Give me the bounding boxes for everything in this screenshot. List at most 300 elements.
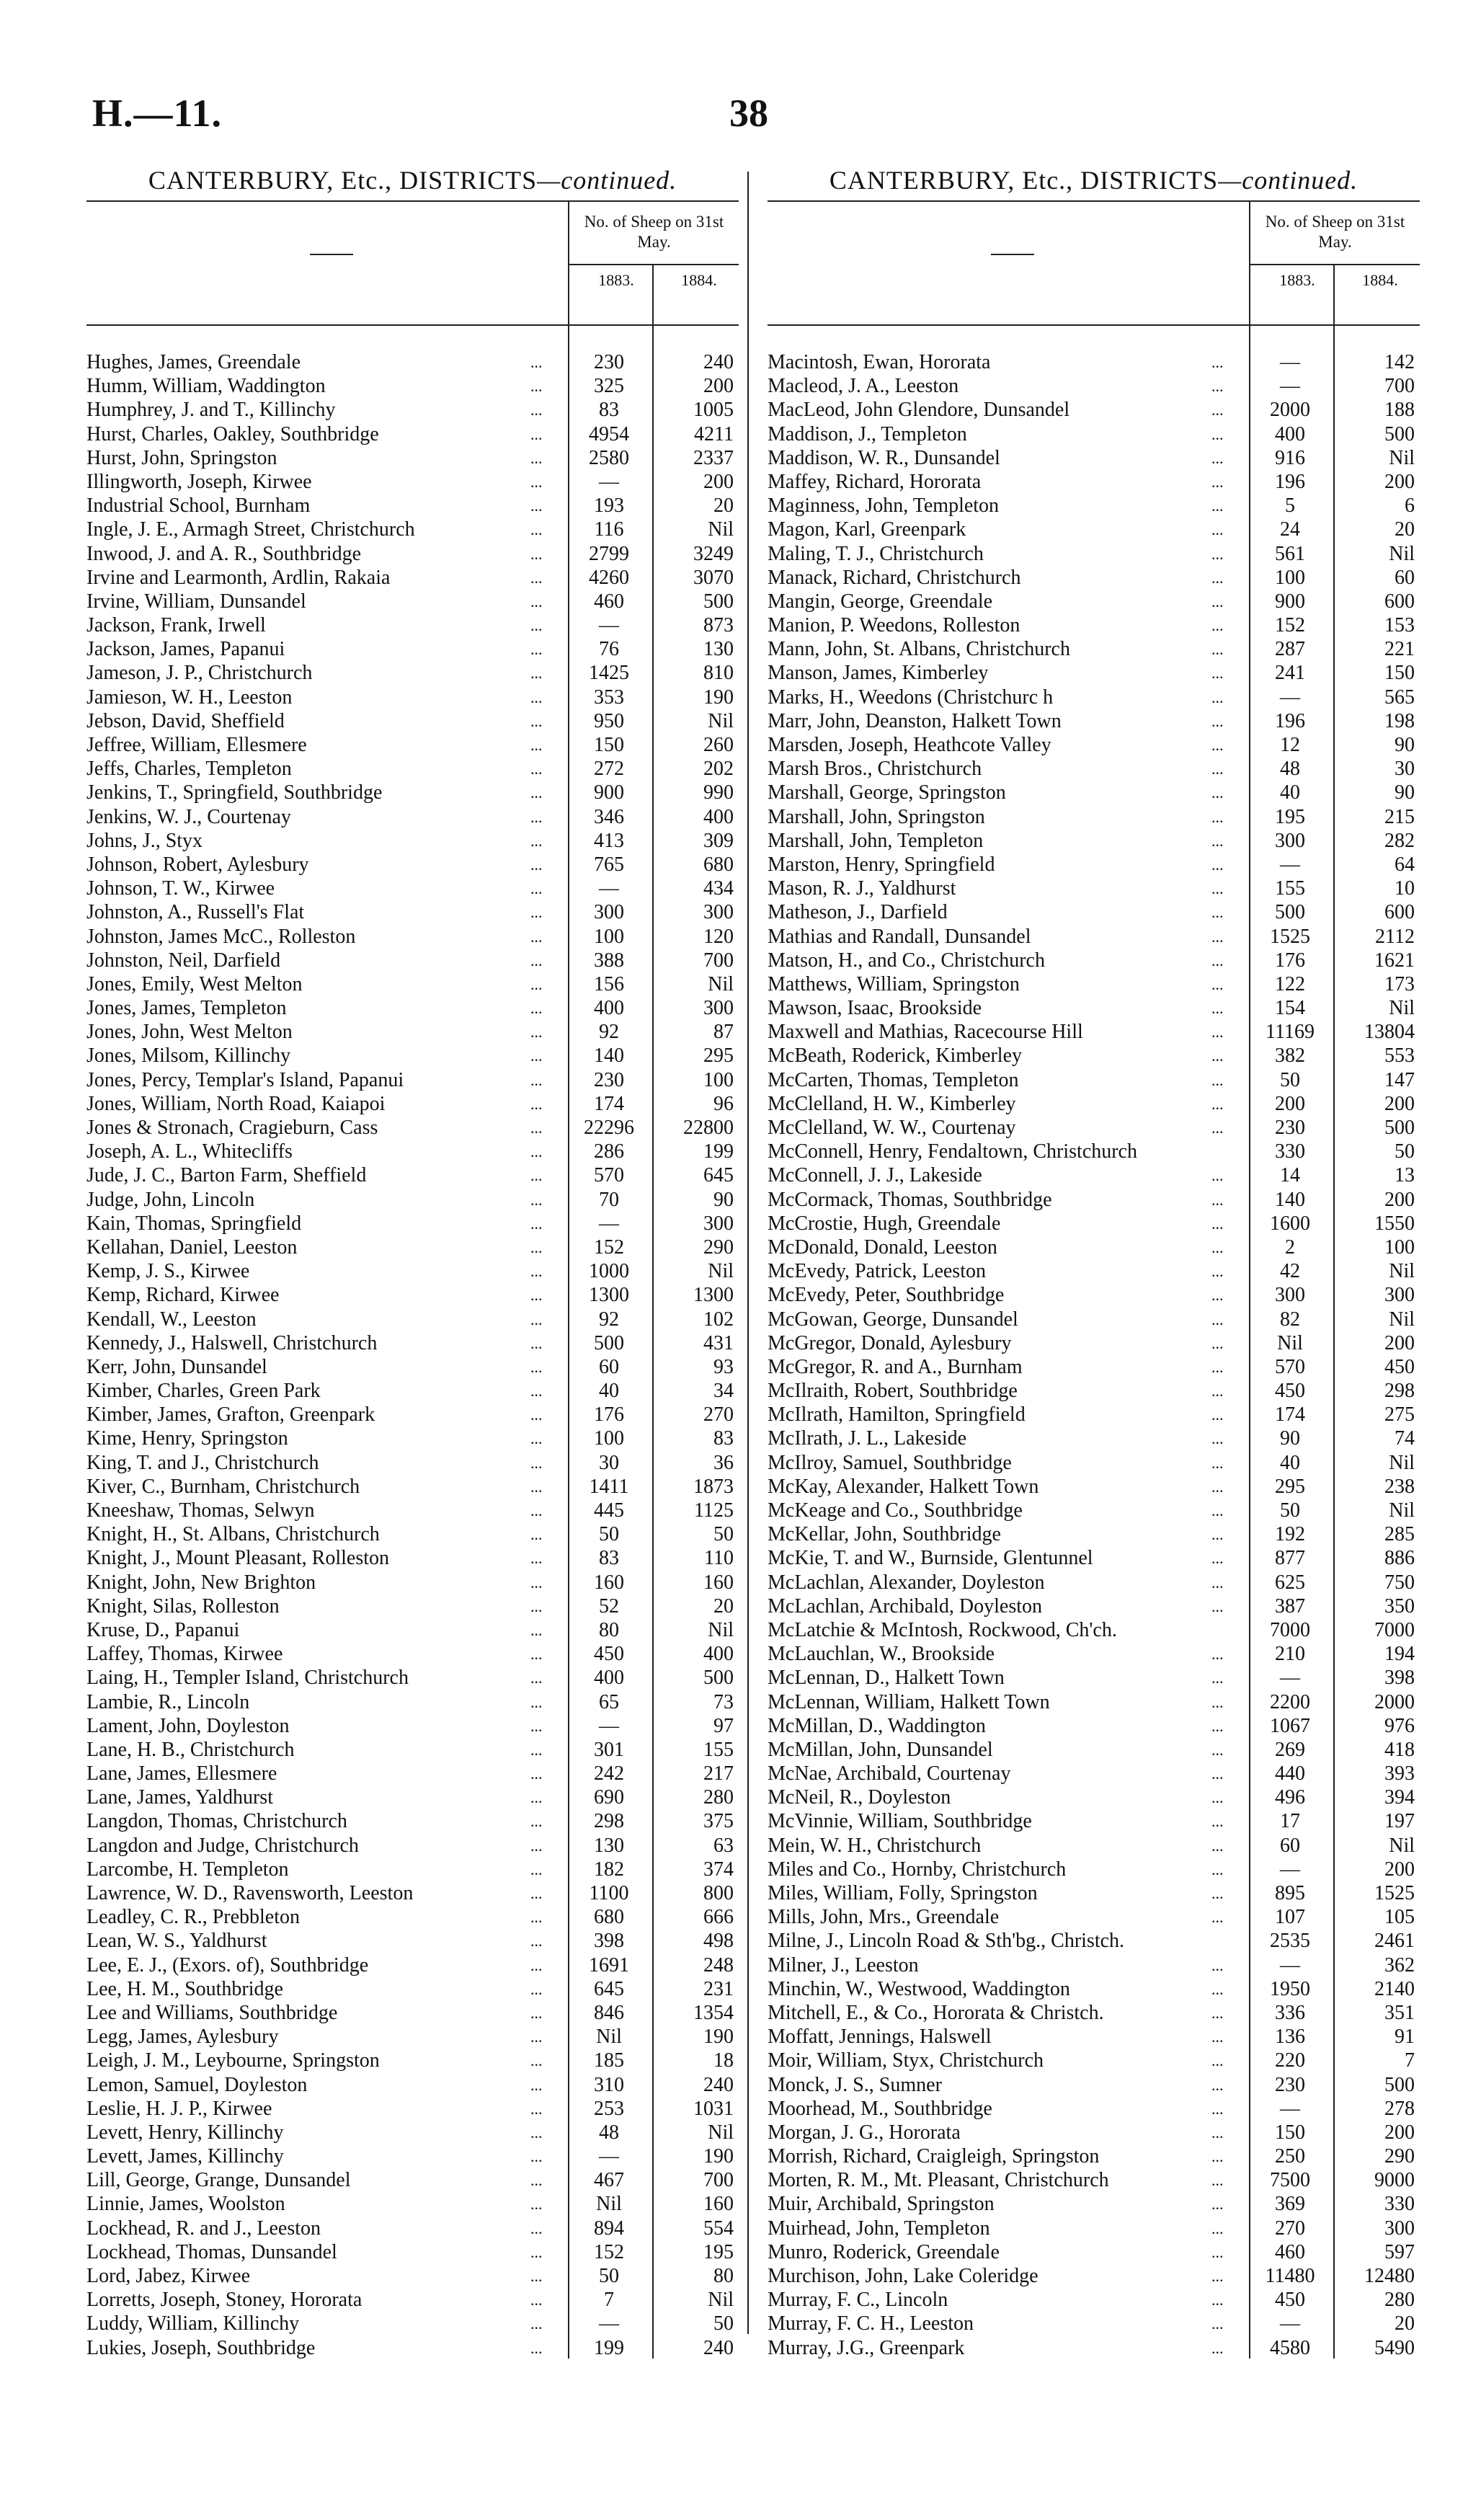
- sheep-1883: 230: [1275, 2073, 1305, 2096]
- sheep-1884: 240: [703, 2073, 734, 2096]
- sheep-1883: 100: [594, 925, 624, 948]
- sheep-1884: 96: [713, 1092, 734, 1115]
- owner-name: Jones, Milsom, Killinchy: [86, 1044, 291, 1068]
- sheep-1883: 440: [1275, 1762, 1305, 1785]
- owner-name: Mitchell, E., & Co., Hororata & Christch.: [768, 2001, 1104, 2024]
- table-row: [768, 1571, 1420, 1594]
- sheep-1883: 460: [594, 590, 624, 613]
- owner-name: Hurst, John, Springston: [86, 446, 277, 469]
- owner-name: McKellar, John, Southbridge: [768, 1523, 1001, 1546]
- sheep-1884: 680: [703, 853, 734, 876]
- sheep-1884: 565: [1384, 686, 1415, 709]
- leader-dots: ...: [1211, 1740, 1224, 1759]
- owner-name: Inwood, J. and A. R., Southbridge: [86, 542, 362, 565]
- owner-name: Morgan, J. G., Hororata: [768, 2121, 961, 2144]
- sheep-1883: 1691: [589, 1953, 629, 1976]
- sheep-1884: 1005: [693, 399, 734, 422]
- sheep-1884: 400: [703, 805, 734, 828]
- sheep-1884: 190: [703, 2145, 734, 2168]
- sheep-1883: 450: [1275, 2289, 1305, 2312]
- sheep-1884: 2112: [1375, 925, 1415, 948]
- owner-name: Morten, R. M., Mt. Pleasant, Christchurch: [768, 2169, 1109, 2192]
- owner-name: Jackson, James, Papanui: [86, 638, 285, 661]
- owner-name: Mawson, Isaac, Brookside: [768, 997, 982, 1020]
- leader-dots: ...: [1211, 879, 1224, 898]
- sheep-1884: 93: [713, 1355, 734, 1378]
- owner-name: McGowan, George, Dunsandel: [768, 1308, 1018, 1331]
- leader-dots: ...: [1211, 1310, 1224, 1328]
- sheep-1884: 34: [713, 1380, 734, 1403]
- table-row: [768, 1690, 1420, 1714]
- sheep-1883: 1411: [589, 1475, 629, 1498]
- sheep-1883: —: [1280, 351, 1300, 373]
- sheep-1883: 40: [1280, 1451, 1300, 1474]
- sheep-1883: 1600: [1270, 1212, 1310, 1235]
- sheep-1884: 260: [703, 734, 734, 756]
- sheep-1884: 418: [1384, 1738, 1415, 1761]
- owner-name: Murchison, John, Lake Coleridge: [768, 2265, 1039, 2287]
- sheep-1884: 130: [703, 638, 734, 661]
- table-row: [86, 1642, 739, 1666]
- leader-dots: ...: [530, 1262, 543, 1281]
- sheep-1883: 690: [594, 1786, 624, 1809]
- owner-name: Marsden, Joseph, Heathcote Valley: [768, 734, 1051, 756]
- sheep-1884: 90: [1395, 734, 1415, 756]
- sheep-1884: 400: [703, 1643, 734, 1666]
- leader-dots: ...: [1211, 1429, 1224, 1448]
- sheep-1883: —: [599, 614, 619, 637]
- sheep-1884: Nil: [708, 972, 734, 995]
- table-row: [86, 1738, 739, 1762]
- leader-dots: ...: [530, 1908, 543, 1927]
- leader-dots: ...: [1211, 1908, 1224, 1927]
- sheep-1884: Nil: [1389, 446, 1415, 469]
- sheep-1883: 1300: [589, 1284, 629, 1307]
- table-row: [768, 781, 1420, 804]
- owner-name: Lean, W. S., Yaldhurst: [86, 1930, 267, 1953]
- sheep-1884: 600: [1384, 590, 1415, 613]
- owner-name: Maffey, Richard, Hororata: [768, 470, 982, 493]
- sheep-1883: 4580: [1270, 2336, 1310, 2359]
- leader-dots: ...: [1211, 2338, 1224, 2357]
- owner-name: McBeath, Roderick, Kimberley: [768, 1044, 1023, 1068]
- table-row: [86, 1714, 739, 1738]
- table-row: [768, 1475, 1420, 1499]
- sheep-1883: 4260: [589, 566, 629, 589]
- sheep-1884: 12480: [1364, 2265, 1415, 2287]
- sheep-1883: 2535: [1270, 1930, 1310, 1953]
- sheep-1883: 1525: [1270, 925, 1310, 948]
- table-row: [86, 805, 739, 829]
- owner-name: Illingworth, Joseph, Kirwee: [86, 470, 312, 493]
- owner-name: Laing, H., Templer Island, Christchurch: [86, 1667, 409, 1690]
- sheep-count-header: No. of Sheep on 31st May.: [569, 202, 739, 265]
- owner-name: Murray, F. C. H., Leeston: [768, 2312, 974, 2335]
- table-row: [768, 637, 1420, 661]
- table-row: [768, 494, 1420, 518]
- owner-name: Knight, Silas, Rolleston: [86, 1594, 280, 1618]
- sheep-1884: 278: [1384, 2097, 1415, 2120]
- leader-dots: ...: [530, 1429, 543, 1448]
- owner-name: Manion, P. Weedons, Rolleston: [768, 614, 1020, 637]
- sheep-1883: 5: [1285, 494, 1295, 518]
- sheep-1883: 2200: [1270, 1690, 1310, 1713]
- owner-name: King, T. and J., Christchurch: [86, 1451, 319, 1474]
- table-row: [768, 2312, 1420, 2335]
- leader-dots: ...: [530, 1501, 543, 1519]
- sheep-1883: 42: [1280, 1260, 1300, 1283]
- sheep-1883: 950: [594, 709, 624, 732]
- owner-name: Levett, James, Killinchy: [86, 2145, 284, 2168]
- table-row: [86, 1092, 739, 1116]
- leader-dots: ...: [530, 377, 543, 396]
- sheep-1883: 196: [1275, 470, 1305, 493]
- owner-name: McIlraith, Robert, Southbridge: [768, 1380, 1018, 1403]
- owner-name: McMillan, John, Dunsandel: [768, 1738, 993, 1761]
- sheep-1884: 290: [703, 1235, 734, 1259]
- sheep-1883: 90: [1280, 1427, 1300, 1450]
- sheep-1883: 1067: [1270, 1714, 1310, 1737]
- owner-name: Lambie, R., Lincoln: [86, 1690, 250, 1713]
- table-row: [86, 2192, 739, 2216]
- sheep-count-header: No. of Sheep on 31st May.: [1250, 202, 1420, 265]
- sheep-1883: 900: [1275, 590, 1305, 613]
- sheep-1884: 190: [703, 686, 734, 709]
- sheep-1884: 20: [713, 494, 734, 518]
- sheep-1884: 7: [1405, 2049, 1415, 2072]
- leader-dots: ...: [530, 592, 543, 611]
- sheep-1883: 230: [594, 1068, 624, 1091]
- section-title: [768, 160, 1420, 200]
- leader-dots: ...: [530, 520, 543, 539]
- sheep-1884: 500: [703, 1667, 734, 1690]
- sheep-1883: 570: [594, 1164, 624, 1187]
- owner-name: Murray, J.G., Greenpark: [768, 2336, 965, 2359]
- table-row: [86, 1116, 739, 1140]
- sheep-1883: 445: [594, 1499, 624, 1522]
- owner-name: McIlrath, J. L., Lakeside: [768, 1427, 967, 1450]
- owner-name: McConnell, Henry, Fendaltown, Christchurch: [768, 1140, 1137, 1163]
- leader-dots: ...: [530, 568, 543, 587]
- leader-dots: ...: [530, 760, 543, 778]
- owner-name: Jones & Stronach, Cragieburn, Cass: [86, 1117, 378, 1139]
- table-row: [768, 1738, 1420, 1762]
- table-row: [768, 398, 1420, 422]
- leader-dots: ...: [530, 1143, 543, 1161]
- table-row: [768, 1881, 1420, 1905]
- sheep-1884: 1550: [1374, 1212, 1415, 1235]
- sheep-1884: 300: [1384, 1284, 1415, 1307]
- leader-dots: ...: [530, 1334, 543, 1352]
- sheep-1883: 4954: [589, 422, 629, 445]
- table-row: [768, 1092, 1420, 1116]
- sheep-1884: 350: [1384, 1594, 1415, 1618]
- leader-dots: ...: [530, 1597, 543, 1615]
- table-row: [768, 996, 1420, 1020]
- leader-dots: ...: [1211, 2242, 1224, 2261]
- leader-dots: ...: [530, 1812, 543, 1831]
- table-row: [768, 1834, 1420, 1858]
- leader-dots: ...: [530, 1238, 543, 1256]
- table-row: [768, 446, 1420, 470]
- sheep-1883: 330: [1275, 1140, 1305, 1163]
- sheep-1883: —: [1280, 375, 1300, 398]
- leader-dots: ...: [1211, 592, 1224, 611]
- leader-dots: ...: [530, 353, 543, 371]
- sheep-1883: —: [1280, 686, 1300, 709]
- sheep-1883: 295: [1275, 1475, 1305, 1498]
- owner-name: Matthews, William, Springston: [768, 972, 1020, 995]
- owner-name: Hurst, Charles, Oakley, Southbridge: [86, 422, 379, 445]
- table-row: [768, 1427, 1420, 1450]
- sheep-1883: 22296: [584, 1117, 634, 1139]
- sheep-1883: 894: [594, 2217, 624, 2240]
- sheep-1884: 50: [713, 1523, 734, 1546]
- sheep-1883: 195: [1275, 805, 1305, 828]
- leader-dots: ...: [1211, 1382, 1224, 1401]
- table-row: [768, 805, 1420, 829]
- sheep-1884: 217: [703, 1762, 734, 1785]
- leader-dots: ...: [530, 2075, 543, 2094]
- sheep-1883: 152: [1275, 614, 1305, 637]
- owner-name: Minchin, W., Westwood, Waddington: [768, 1977, 1070, 2000]
- sheep-1883: 83: [599, 1547, 619, 1570]
- sheep-1884: 300: [1384, 2217, 1415, 2240]
- right-table: [768, 160, 1420, 2359]
- table-row: [768, 1953, 1420, 1977]
- sheep-1884: 394: [1384, 1786, 1415, 1809]
- sheep-1883: 500: [594, 1331, 624, 1354]
- leader-dots: ...: [530, 1047, 543, 1065]
- sheep-1884: 500: [1384, 1117, 1415, 1139]
- leader-dots: ...: [530, 401, 543, 420]
- leader-dots: ...: [1211, 1477, 1224, 1496]
- leader-dots: ...: [530, 1119, 543, 1137]
- sheep-1884: Nil: [1389, 1308, 1415, 1331]
- sheep-1883: 83: [599, 399, 619, 422]
- owner-name: McClelland, W. W., Courtenay: [768, 1117, 1016, 1139]
- table-row: [86, 1953, 739, 1977]
- sheep-1883: 2799: [589, 542, 629, 565]
- sheep-1884: 351: [1384, 2001, 1415, 2024]
- sheep-1884: 200: [1384, 1858, 1415, 1881]
- table-row: [86, 900, 739, 924]
- owner-name: Jones, Percy, Templar's Island, Papanui: [86, 1068, 404, 1091]
- table-row: [86, 1379, 739, 1403]
- sheep-1883: —: [1280, 2097, 1300, 2120]
- sheep-1884: 6: [1405, 494, 1415, 518]
- leader-dots: ...: [530, 2219, 543, 2237]
- leader-dots: ...: [530, 640, 543, 659]
- owner-name: McLatchie & McIntosh, Rockwood, Ch'ch.: [768, 1618, 1117, 1641]
- leader-dots: ...: [530, 1023, 543, 1042]
- table-row: [86, 2312, 739, 2335]
- table-row: [768, 1762, 1420, 1785]
- leader-dots: ...: [530, 1070, 543, 1089]
- owner-name: McEvedy, Peter, Southbridge: [768, 1284, 1005, 1307]
- sheep-1884: 9000: [1374, 2169, 1415, 2192]
- sheep-1883: 916: [1275, 446, 1305, 469]
- leader-dots: ...: [1211, 664, 1224, 683]
- sheep-1884: 240: [703, 2336, 734, 2359]
- sheep-1883: 136: [1275, 2026, 1305, 2049]
- document-code: H.—11.: [92, 92, 223, 135]
- leader-dots: ...: [1211, 377, 1224, 396]
- leader-dots: ...: [1211, 520, 1224, 539]
- table-row: [86, 1546, 739, 1570]
- sheep-1883: 185: [594, 2049, 624, 2072]
- sheep-1883: 387: [1275, 1594, 1305, 1618]
- sheep-1884: 800: [703, 1882, 734, 1904]
- sheep-1883: 116: [594, 518, 624, 541]
- sheep-1884: 13804: [1364, 1021, 1415, 1044]
- table-row: [768, 1140, 1420, 1163]
- table-row: [86, 1403, 739, 1427]
- owner-name: Knight, J., Mount Pleasant, Rolleston: [86, 1547, 389, 1570]
- table-row: [768, 422, 1420, 446]
- leader-dots: ...: [530, 736, 543, 754]
- table-row: [86, 1308, 739, 1331]
- sheep-1884: 195: [703, 2240, 734, 2263]
- owner-name: Jude, J. C., Barton Farm, Sheffield: [86, 1164, 367, 1187]
- sheep-1883: 496: [1275, 1786, 1305, 1809]
- sheep-1883: 152: [594, 2240, 624, 2263]
- sheep-1884: 500: [1384, 2073, 1415, 2096]
- owner-name: Johnson, Robert, Aylesbury: [86, 853, 309, 876]
- sheep-1883: 310: [594, 2073, 624, 2096]
- sheep-1884: 1873: [693, 1475, 734, 1498]
- table-row: [86, 2073, 739, 2097]
- sheep-1884: 4211: [694, 422, 734, 445]
- leader-dots: ...: [1211, 1334, 1224, 1352]
- table-row: [768, 2073, 1420, 2097]
- leader-dots: ...: [1211, 2003, 1224, 2022]
- table-row: [768, 566, 1420, 590]
- owner-name: MacLeod, John Glendore, Dunsandel: [768, 399, 1070, 422]
- sheep-1884: 100: [1384, 1235, 1415, 1259]
- leader-dots: ...: [1211, 711, 1224, 730]
- leader-dots: ...: [530, 1860, 543, 1878]
- sheep-1884: 498: [703, 1930, 734, 1953]
- sheep-1883: 7500: [1270, 2169, 1310, 2192]
- owner-name: Jackson, Frank, Irwell: [86, 614, 266, 637]
- sheep-1884: 810: [703, 662, 734, 685]
- leader-dots: ...: [1211, 448, 1224, 467]
- leader-dots: ...: [530, 1477, 543, 1496]
- leader-dots: ...: [1211, 951, 1224, 970]
- owner-name: Marshall, George, Springston: [768, 781, 1006, 804]
- owner-name: Linnie, James, Woolston: [86, 2193, 285, 2216]
- leader-dots: ...: [530, 2242, 543, 2261]
- sheep-1883: 400: [594, 997, 624, 1020]
- table-row: [86, 1068, 739, 1092]
- table-row: [768, 1546, 1420, 1570]
- owner-name: Milner, J., Leeston: [768, 1953, 919, 1976]
- table-row: [86, 1140, 739, 1163]
- sheep-1884: 97: [713, 1714, 734, 1737]
- sheep-1883: 230: [594, 351, 624, 373]
- sheep-1884: 60: [1395, 566, 1415, 589]
- column-separator: [747, 172, 749, 2334]
- left-table: [86, 160, 739, 2359]
- sheep-1884: Nil: [1389, 542, 1415, 565]
- table-row: [768, 1331, 1420, 1355]
- leader-dots: ...: [1211, 784, 1224, 802]
- sheep-1883: 200: [1275, 1092, 1305, 1115]
- owner-name: Lament, John, Doyleston: [86, 1714, 290, 1737]
- sheep-1884: 240: [703, 351, 734, 373]
- owner-name: Miles, William, Folly, Springston: [768, 1882, 1038, 1904]
- sheep-1883: —: [1280, 1667, 1300, 1690]
- sheep-1884: 215: [1384, 805, 1415, 828]
- leader-dots: ...: [530, 1669, 543, 1687]
- table-row: [86, 1044, 739, 1068]
- sheep-1884: 160: [703, 2193, 734, 2216]
- table-row: [86, 2288, 739, 2312]
- owner-name: Murray, F. C., Lincoln: [768, 2289, 948, 2312]
- owner-name: Jeffs, Charles, Templeton: [86, 758, 292, 781]
- table-row: [768, 2217, 1420, 2240]
- owner-name: Munro, Roderick, Greendale: [768, 2240, 1000, 2263]
- owner-name: Maddison, W. R., Dunsandel: [768, 446, 1000, 469]
- leader-dots: ...: [530, 1765, 543, 1783]
- leader-dots: ...: [530, 2315, 543, 2333]
- leader-dots: ...: [530, 1884, 543, 1902]
- owner-name: Kellahan, Daniel, Leeston: [86, 1235, 298, 1259]
- leader-dots: ...: [530, 1620, 543, 1639]
- sheep-1884: Nil: [708, 2289, 734, 2312]
- table-row: [768, 2264, 1420, 2288]
- owner-name: Johnston, A., Russell's Flat: [86, 901, 305, 924]
- leader-dots: ...: [530, 472, 543, 491]
- owner-name: McIlroy, Samuel, Southbridge: [768, 1451, 1012, 1474]
- leader-dots: ...: [1211, 1406, 1224, 1424]
- sheep-1884: 374: [703, 1858, 734, 1881]
- table-row: [86, 925, 739, 949]
- sheep-1883: 353: [594, 686, 624, 709]
- sheep-1883: 82: [1280, 1308, 1300, 1331]
- sheep-1884: 91: [1395, 2026, 1415, 2049]
- table-row: [86, 949, 739, 972]
- sheep-1883: 7: [604, 2289, 614, 2312]
- owner-name: Marr, John, Deanston, Halkett Town: [768, 709, 1062, 732]
- leader-dots: ...: [530, 1956, 543, 1974]
- leader-dots: ...: [530, 903, 543, 922]
- table-row: [86, 2025, 739, 2049]
- sheep-1883: 30: [599, 1451, 619, 1474]
- sheep-1884: 270: [703, 1403, 734, 1427]
- sheep-1884: 200: [703, 375, 734, 398]
- table-row: [768, 1929, 1420, 1953]
- sheep-1883: 220: [1275, 2049, 1305, 2072]
- table-row: [86, 1188, 739, 1212]
- leader-dots: ...: [1211, 736, 1224, 754]
- owner-name: McMillan, D., Waddington: [768, 1714, 986, 1737]
- owner-name: McKay, Alexander, Halkett Town: [768, 1475, 1039, 1498]
- sheep-1883: 413: [594, 829, 624, 852]
- owner-name: McConnell, J. J., Lakeside: [768, 1164, 982, 1187]
- leader-dots: ...: [1211, 425, 1224, 443]
- owner-name: Maddison, J., Templeton: [768, 422, 967, 445]
- leader-dots: ...: [1211, 2147, 1224, 2166]
- year-1883-header: 1883.: [1279, 271, 1315, 289]
- sheep-1884: 20: [713, 1594, 734, 1618]
- sheep-1884: 280: [1384, 2289, 1415, 2312]
- sheep-1884: 309: [703, 829, 734, 852]
- section-title-text: CANTERBURY, Etc., DISTRICTS: [829, 166, 1219, 195]
- owner-name: Mathias and Randall, Dunsandel: [768, 925, 1031, 948]
- table-row: [86, 2264, 739, 2288]
